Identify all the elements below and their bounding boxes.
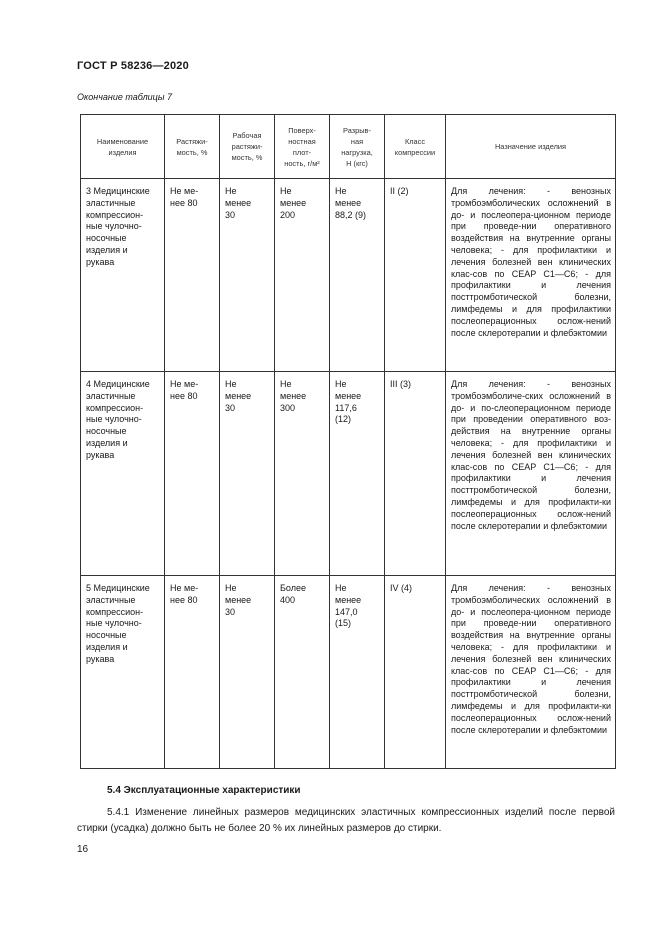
cell-purpose: Для лечения: - венозных тромбоэмболических осложнений в до- и послеопера-ционном периоде при проведе-нии оперативного воздействия на внутренние органы человека; - для профилактики и лечения болезней вен клинических клас-сов по CEAP C1—C6; - для профилактики и лечения посттромботической болезни, лимфедемы и для профилактики послеоперационных ослож-нений после склеротерапии и флебэктомии bbox=[446, 179, 616, 372]
cell-line: 3 Медицинские bbox=[86, 186, 150, 196]
cell-density bbox=[275, 179, 330, 372]
cell-line: Не ме- bbox=[170, 186, 199, 196]
cell-line: Назначение изделия bbox=[494, 142, 567, 151]
cell-line: компрессии bbox=[394, 147, 436, 157]
cell-line: Рабочая bbox=[232, 131, 262, 140]
cell-line: носочные bbox=[86, 426, 127, 437]
cell-name bbox=[81, 179, 165, 372]
cell-line: 4 Медицинские bbox=[86, 379, 150, 389]
cell-purpose: Для лечения: - венозных тромбоэмболиче-ских осложнений в до- и по-слеоперационном периоде при проведении оперативного воз-действия на внутренние органы человека; - для профилактики и лечения болезней вен клинических клас-сов по CEAP C1—C6; - для профилактики и лечения посттромботической болезни, лимфедемы и для профилакти-ки послеоперационных ослож-нений после склеротерапии и флебэктомии bbox=[446, 372, 616, 576]
cell-line: изделия и bbox=[86, 244, 128, 255]
cell-line: эластичные bbox=[86, 390, 136, 401]
cell-line: ные чулочно- bbox=[86, 618, 142, 629]
header-density bbox=[275, 115, 330, 179]
cell-line: 88,2 (9) bbox=[335, 209, 367, 220]
page-number: 16 bbox=[77, 844, 89, 855]
document-header: ГОСТ Р 58236—2020 bbox=[77, 60, 189, 72]
header-stretch bbox=[165, 115, 220, 179]
cell-line: 400 bbox=[280, 594, 296, 605]
cell-line: Не ме- bbox=[170, 379, 199, 389]
cell-line: ная bbox=[350, 136, 364, 146]
cell-line: носочные bbox=[86, 233, 127, 244]
cell-name bbox=[81, 372, 165, 576]
cell-line: менее bbox=[335, 594, 362, 605]
cell-line: Класс bbox=[404, 136, 426, 146]
cell-line: эластичные bbox=[86, 594, 136, 605]
cell-line: 300 bbox=[280, 402, 296, 413]
cell-purpose: Для лечения: - венозных тромбоэмболических осложнений в до- и послеопера-ционном периоде при проведе-нии оперативного воздействия на внутренние органы человека; - для профилактики и лечения болезней вен клинических клас-сов по CEAP C1—C6; - для профилактики и лечения посттромботической болезни, лимфедемы и для профилакти-ки послеоперационных ослож-нений после склеротерапии и флебэктомии bbox=[446, 576, 616, 769]
cell-line: Не bbox=[280, 186, 292, 196]
cell-line: менее bbox=[225, 197, 252, 208]
cell-line: менее bbox=[225, 594, 252, 605]
section-paragraph: 5.4.1 Изменение линейных размеров медицинских эластичных компрессионных изделий после первой стирки (усадка) должно быть не более 20 % их линейных размеров до стирки. bbox=[77, 807, 615, 834]
cell-line: рукава bbox=[86, 449, 115, 460]
cell-line: Поверх- bbox=[288, 125, 316, 135]
cell-stretch bbox=[165, 576, 220, 769]
cell-line: эластичные bbox=[86, 197, 136, 208]
cell-line: менее bbox=[280, 390, 307, 401]
cell-load bbox=[330, 179, 385, 372]
section-heading: 5.4 Эксплуатационные характеристики bbox=[107, 785, 301, 796]
cell-line: Не bbox=[225, 583, 237, 593]
cell-line: Наименование bbox=[96, 136, 149, 146]
cell-line: менее bbox=[280, 197, 307, 208]
cell-density bbox=[275, 372, 330, 576]
cell-line: ные чулочно- bbox=[86, 414, 142, 425]
cell-line: Н (кгс) bbox=[346, 158, 368, 168]
table-row bbox=[81, 372, 616, 576]
cell-name bbox=[81, 576, 165, 769]
cell-density bbox=[275, 576, 330, 769]
cell-line: 117,6 bbox=[335, 402, 357, 413]
cell-line: нагрузка, bbox=[341, 147, 373, 157]
cell-line: ностная bbox=[288, 136, 316, 146]
cell-line: мость, % bbox=[231, 153, 263, 162]
cell-line: мость, % bbox=[176, 147, 208, 157]
cell-line: 30 bbox=[225, 606, 236, 617]
cell-line: нее 80 bbox=[170, 390, 198, 401]
cell-line: Не bbox=[225, 186, 237, 196]
table-row bbox=[81, 576, 616, 769]
cell-line: рукава bbox=[86, 256, 115, 267]
cell-line: ные чулочно- bbox=[86, 221, 142, 232]
table-header-row bbox=[81, 115, 616, 179]
cell-line: Не ме- bbox=[170, 583, 199, 593]
table-row bbox=[81, 179, 616, 372]
cell-working-stretch bbox=[220, 372, 275, 576]
cell-line: нее 80 bbox=[170, 594, 198, 605]
header-purpose bbox=[446, 115, 616, 179]
cell-line: нее 80 bbox=[170, 197, 198, 208]
cell-line: (15) bbox=[335, 618, 352, 629]
header-name bbox=[81, 115, 165, 179]
cell-line: менее bbox=[335, 197, 362, 208]
cell-line: изделия и bbox=[86, 641, 128, 652]
cell-line: 5 Медицинские bbox=[86, 583, 150, 593]
cell-line: Не bbox=[225, 379, 237, 389]
cell-line: компрессион- bbox=[86, 606, 144, 617]
cell-load bbox=[330, 576, 385, 769]
cell-stretch bbox=[165, 179, 220, 372]
cell-working-stretch bbox=[220, 179, 275, 372]
cell-stretch bbox=[165, 372, 220, 576]
cell-working-stretch bbox=[220, 576, 275, 769]
cell-line: изделия bbox=[108, 147, 137, 157]
cell-compression-class: IV (4) bbox=[385, 576, 446, 769]
cell-line: Более bbox=[280, 583, 306, 593]
cell-line: изделия и bbox=[86, 437, 128, 448]
cell-line: рукава bbox=[86, 653, 115, 664]
cell-load bbox=[330, 372, 385, 576]
cell-line: Растяжи- bbox=[176, 136, 208, 146]
cell-line: менее bbox=[225, 390, 252, 401]
cell-line: компрессион- bbox=[86, 402, 144, 413]
cell-compression-class: II (2) bbox=[385, 179, 446, 372]
cell-line: 147,0 bbox=[335, 606, 358, 617]
cell-compression-class: III (3) bbox=[385, 372, 446, 576]
cell-line: Не bbox=[280, 379, 292, 389]
cell-line: 200 bbox=[280, 209, 296, 220]
cell-line: ность, г/м² bbox=[284, 158, 320, 168]
header-compression-class bbox=[385, 115, 446, 179]
cell-line: плот- bbox=[292, 147, 312, 157]
cell-line: Не bbox=[335, 186, 347, 196]
cell-line: менее bbox=[335, 390, 362, 401]
cell-line: (12) bbox=[335, 414, 352, 425]
cell-line: Не bbox=[335, 379, 347, 389]
header-working-stretch bbox=[220, 115, 275, 179]
cell-line: 30 bbox=[225, 402, 236, 413]
cell-line: растяжи- bbox=[231, 142, 263, 151]
cell-line: Разрыв- bbox=[343, 125, 371, 135]
header-load bbox=[330, 115, 385, 179]
cell-line: 30 bbox=[225, 209, 236, 220]
cell-line: носочные bbox=[86, 630, 127, 641]
spec-table bbox=[80, 114, 616, 769]
table-caption: Окончание таблицы 7 bbox=[77, 92, 172, 102]
cell-line: компрессион- bbox=[86, 209, 144, 220]
cell-line: Не bbox=[335, 583, 347, 593]
